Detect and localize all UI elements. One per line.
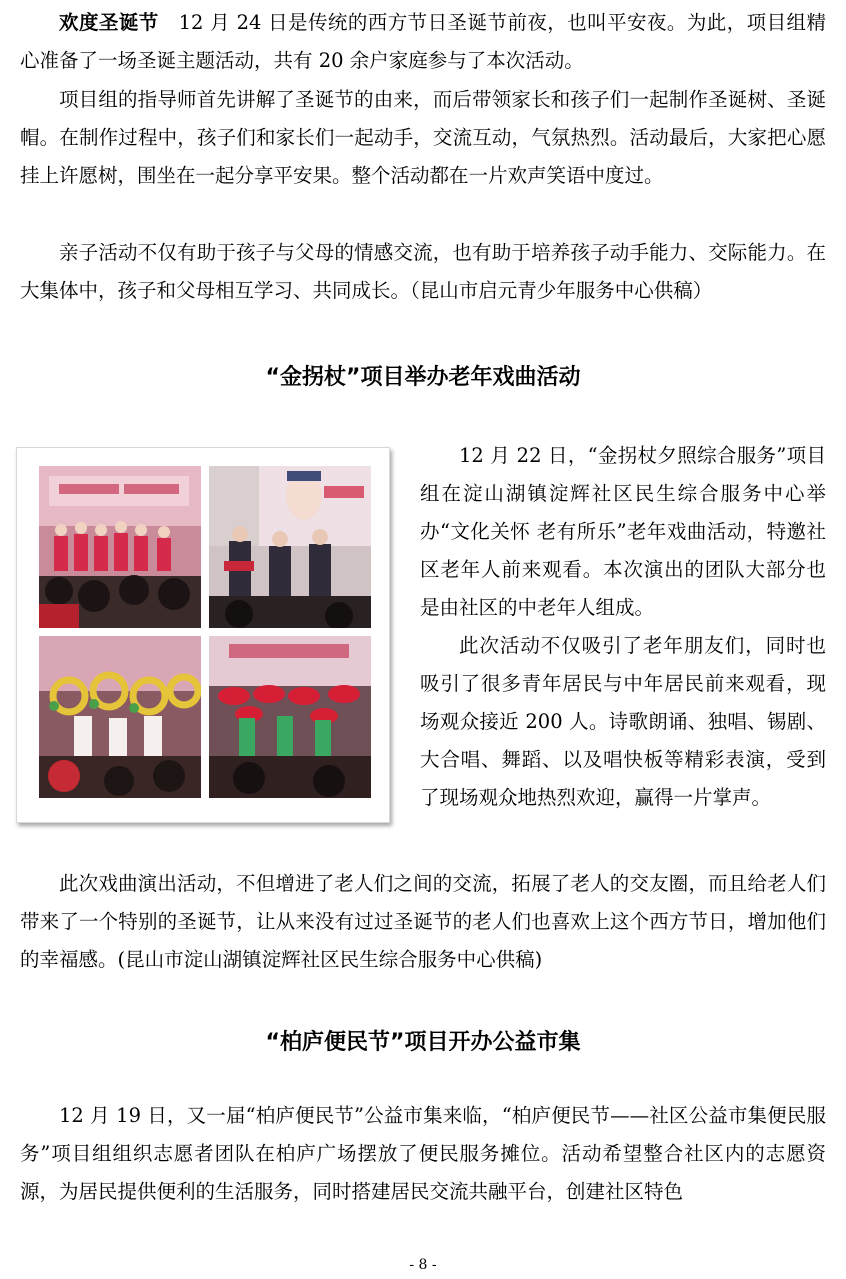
section-lead-title: 欢度圣诞节 bbox=[59, 11, 159, 34]
section-heading-bailu-market: “柏庐便民节”项目开办公益市集 bbox=[265, 1030, 581, 1055]
photo-collage bbox=[16, 447, 390, 823]
page-number: - 8 - bbox=[409, 1257, 437, 1273]
photo-children-dance bbox=[39, 636, 201, 798]
paragraph-opera-event: 12 月 22 日，“金拐杖夕照综合服务”项目组在淀山湖镇淀辉社区民生综合服务中心举办“文化关怀 老有所乐”老年戏曲活动，特邀社区老年人前来观看。本次演出的团队大部分也是由社区的中老年人组成。 bbox=[420, 444, 826, 619]
paragraph-christmas-intro bbox=[20, 4, 826, 80]
paragraph-opera-audience: 此次活动不仅吸引了老年朋友们，同时也吸引了很多青年居民与中年居民前来观看，现场观众接近 200 人。诗歌朗诵、独唱、锡剧、大合唱、舞蹈、以及唱快板等精彩表演，受到了现场观众地热烈欢迎，赢得一片掌声。 bbox=[420, 634, 826, 809]
paragraph-christmas-summary: 亲子活动不仅有助于孩子与父母的情感交流，也有助于培养孩子动手能力、交际能力。在大集体中，孩子和父母相互学习、共同成长。（昆山市启元青少年服务中心供稿） bbox=[20, 241, 826, 302]
paragraph-christmas-activity: 项目组的指导师首先讲解了圣诞节的由来，而后带领家长和孩子们一起制作圣诞树、圣诞帽。在制作过程中，孩子们和家长们一起动手，交流互动，气氛热烈。活动最后，大家把心愿挂上许愿树，围坐在一起分享平安果。整个活动都在一片欢声笑语中度过。 bbox=[20, 88, 826, 187]
wrapped-text-column bbox=[420, 437, 826, 817]
section-heading-golden-cane: “金拐杖”项目举办老年戏曲活动 bbox=[265, 365, 581, 390]
photo-opera-stage bbox=[209, 466, 371, 628]
paragraph-market-intro: 12 月 19 日，又一届“柏庐便民节”公益市集来临，“柏庐便民节——社区公益市集便民服务”项目组组织志愿者团队在柏庐广场摆放了便民服务摊位。活动希望整合社区内的志愿资源，为居民提供便利的生活服务，同时搭建居民交流共融平台，创建社区特色 bbox=[20, 1104, 826, 1203]
paragraph-text: 12 月 24 日是传统的西方节日圣诞节前夜，也叫平安夜。为此，项目组精心准备了一场圣诞主题活动，共有 20 余户家庭参与了本次活动。 bbox=[20, 11, 826, 72]
paragraph-opera-summary: 此次戏曲演出活动，不但增进了老人们之间的交流，拓展了老人的交友圈，而且给老人们带来了一个特别的圣诞节，让从来没有过过圣诞节的老人们也喜欢上这个西方节日，增加他们的幸福感。(昆山市淀山湖镇淀辉社区民生综合服务中心供稿) bbox=[20, 872, 826, 971]
photo-fan-dance bbox=[209, 636, 371, 798]
photo-choir bbox=[39, 466, 201, 628]
